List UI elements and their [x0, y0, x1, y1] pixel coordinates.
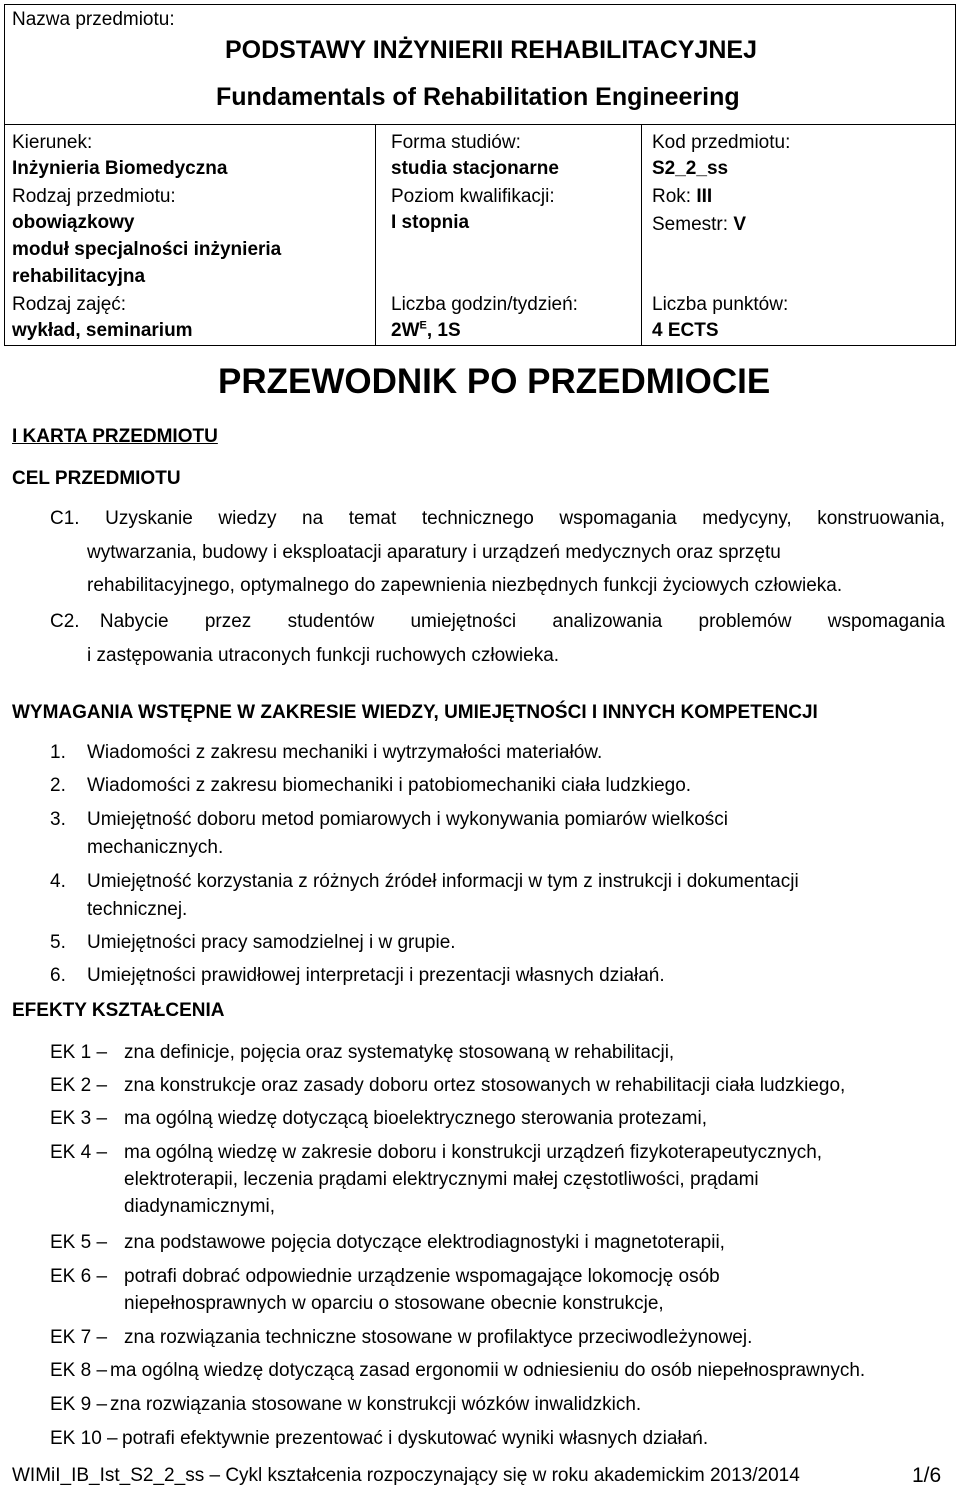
requirement-text: Umiejętności prawidłowej interpretacji i prezentacji własnych działań.: [87, 965, 665, 986]
goal-c1-line-3: rehabilitacyjnego, optymalnego do zapewnienia niezbędnych funkcji życiowych człowieka.: [87, 575, 843, 596]
requirement-number: 6.: [50, 965, 66, 986]
godziny-value-main: 2W: [391, 320, 420, 341]
semestr-value: V: [733, 214, 746, 235]
forma-value: studia stacjonarne: [391, 158, 559, 179]
requirement-text-cont: technicznej.: [87, 899, 188, 920]
requirement-number: 1.: [50, 742, 66, 763]
requirements-heading: WYMAGANIA WSTĘPNE W ZAKRESIE WIEDZY, UMIEJĘTNOŚCI I INNYCH KOMPETENCJI: [12, 702, 818, 723]
forma-label: Forma studiów:: [391, 132, 521, 153]
effects-heading: EFEKTY KSZTAŁCENIA: [12, 1000, 225, 1021]
effect-label: EK 9 –: [50, 1394, 108, 1415]
goal-c2-line-1: [50, 609, 945, 635]
effect-label: EK 10 –: [50, 1428, 118, 1449]
rok-label: Rok:: [652, 186, 697, 207]
requirement-text: Umiejętność doboru metod pomiarowych i wykonywania pomiarów wielkości: [87, 809, 728, 830]
goal-c2-line-2: i zastępowania utraconych funkcji ruchowych człowieka.: [87, 645, 560, 666]
requirement-number: 3.: [50, 809, 66, 830]
goal-c1-label: C1.: [50, 508, 80, 529]
requirement-text: Wiadomości z zakresu biomechaniki i patobiomechaniki ciała ludzkiego.: [87, 775, 692, 796]
cel-heading: CEL PRZEDMIOTU: [12, 468, 181, 489]
rok-value: III: [696, 186, 713, 207]
footer-code: WIMiI_IB_Ist_S2_2_ss – Cykl kształcenia rozpoczynający się w roku akademickim 2013/2014: [12, 1465, 800, 1486]
punkty-value: 4 ECTS: [652, 320, 719, 341]
effect-label: EK 5 –: [50, 1232, 108, 1253]
effect-text-cont: elektroterapii, leczenia prądami elektrycznymi małej częstotliwości, prądami: [124, 1169, 759, 1190]
requirement-number: 2.: [50, 775, 66, 796]
requirement-number: 4.: [50, 871, 66, 892]
effect-label: EK 2 –: [50, 1075, 108, 1096]
godziny-value-rest: , 1S: [426, 320, 461, 341]
godziny-value: [391, 318, 461, 344]
kod-value: S2_2_ss: [652, 158, 729, 179]
goal-c2-text-1: Nabycie przez studentów umiejętności analizowania problemów wspomagania: [99, 611, 945, 632]
requirement-text-cont: mechanicznych.: [87, 837, 224, 858]
effect-text: ma ogólną wiedzę w zakresie doboru i konstrukcji urządzeń fizykoterapeutycznych,: [124, 1142, 823, 1163]
effect-label: EK 4 –: [50, 1142, 108, 1163]
effect-text: zna podstawowe pojęcia dotyczące elektrodiagnostyki i magnetoterapii,: [124, 1232, 725, 1253]
poziom-label: Poziom kwalifikacji:: [391, 186, 555, 207]
rodzaj-zajec-label: Rodzaj zajęć:: [12, 294, 127, 315]
requirement-text: Umiejętność korzystania z różnych źródeł informacji w tym z instrukcji i dokumentacji: [87, 871, 799, 892]
poziom-value: I stopnia: [391, 212, 470, 233]
effect-text: potrafi efektywnie prezentować i dyskutować wyniki własnych działań.: [122, 1428, 709, 1449]
kierunek-value: Inżynieria Biomedyczna: [12, 158, 228, 179]
section-heading: I KARTA PRZEDMIOTU: [12, 426, 218, 447]
rodzaj-przedmiotu-value-3: rehabilitacyjna: [12, 266, 146, 287]
effect-text-cont: niepełnosprawnych w oparciu o stosowane obecnie konstrukcje,: [124, 1293, 664, 1314]
godziny-label: Liczba godzin/tydzień:: [391, 294, 578, 315]
page-number: 1/6: [912, 1464, 942, 1487]
goal-c2-label: C2.: [50, 611, 80, 632]
effect-label: EK 1 –: [50, 1042, 108, 1063]
effect-label: EK 8 –: [50, 1360, 108, 1381]
guide-title: PRZEWODNIK PO PRZEDMIOCIE: [218, 362, 771, 401]
effect-text: potrafi dobrać odpowiednie urządzenie wspomagające lokomocję osób: [124, 1266, 720, 1287]
effect-text: zna rozwiązania techniczne stosowane w profilaktyce przeciwodleżynowej.: [124, 1327, 753, 1348]
requirement-text: Umiejętności pracy samodzielnej i w grupie.: [87, 932, 456, 953]
godziny-value-sup: E: [419, 319, 427, 332]
rodzaj-przedmiotu-label: Rodzaj przedmiotu:: [12, 186, 176, 207]
rodzaj-przedmiotu-value-1: obowiązkowy: [12, 212, 135, 233]
goal-c1-text-1: Uzyskanie wiedzy na temat technicznego wspomagania medycyny, konstruowania,: [105, 508, 945, 529]
semestr-label: Semestr:: [652, 214, 734, 235]
requirement-number: 5.: [50, 932, 66, 953]
semestr-line: [652, 212, 746, 238]
effect-text-cont: diadynamicznymi,: [124, 1196, 275, 1217]
kierunek-label: Kierunek:: [12, 132, 93, 153]
rok-line: [652, 184, 712, 210]
goal-c1-line-2: wytwarzania, budowy i eksploatacji aparatury i urządzeń medycznych oraz sprzętu: [87, 542, 781, 563]
effect-text: zna konstrukcje oraz zasady doboru ortez stosowanych w rehabilitacji ciała ludzkiego,: [124, 1075, 846, 1096]
punkty-label: Liczba punktów:: [652, 294, 789, 315]
subject-label: Nazwa przedmiotu:: [12, 9, 175, 30]
title-polish: PODSTAWY INŻYNIERII REHABILITACYJNEJ: [225, 36, 758, 64]
kod-label: Kod przedmiotu:: [652, 132, 791, 153]
effect-text: zna rozwiązania stosowane w konstrukcji wózków inwalidzkich.: [110, 1394, 642, 1415]
effect-text: ma ogólną wiedzę dotyczącą zasad ergonomii w odniesieniu do osób niepełnosprawnych.: [110, 1360, 866, 1381]
title-english: Fundamentals of Rehabilitation Engineering: [216, 83, 740, 111]
effect-text: zna definicje, pojęcia oraz systematykę stosowaną w rehabilitacji,: [124, 1042, 675, 1063]
rodzaj-przedmiotu-value-2: moduł specjalności inżynieria: [12, 239, 282, 260]
effect-label: EK 7 –: [50, 1327, 108, 1348]
goal-c1-line-1: [50, 506, 945, 532]
rodzaj-zajec-value: wykład, seminarium: [12, 320, 193, 341]
effect-label: EK 6 –: [50, 1266, 108, 1287]
effect-label: EK 3 –: [50, 1108, 108, 1129]
effect-text: ma ogólną wiedzę dotyczącą bioelektrycznego sterowania protezami,: [124, 1108, 707, 1129]
requirement-text: Wiadomości z zakresu mechaniki i wytrzymałości materiałów.: [87, 742, 603, 763]
